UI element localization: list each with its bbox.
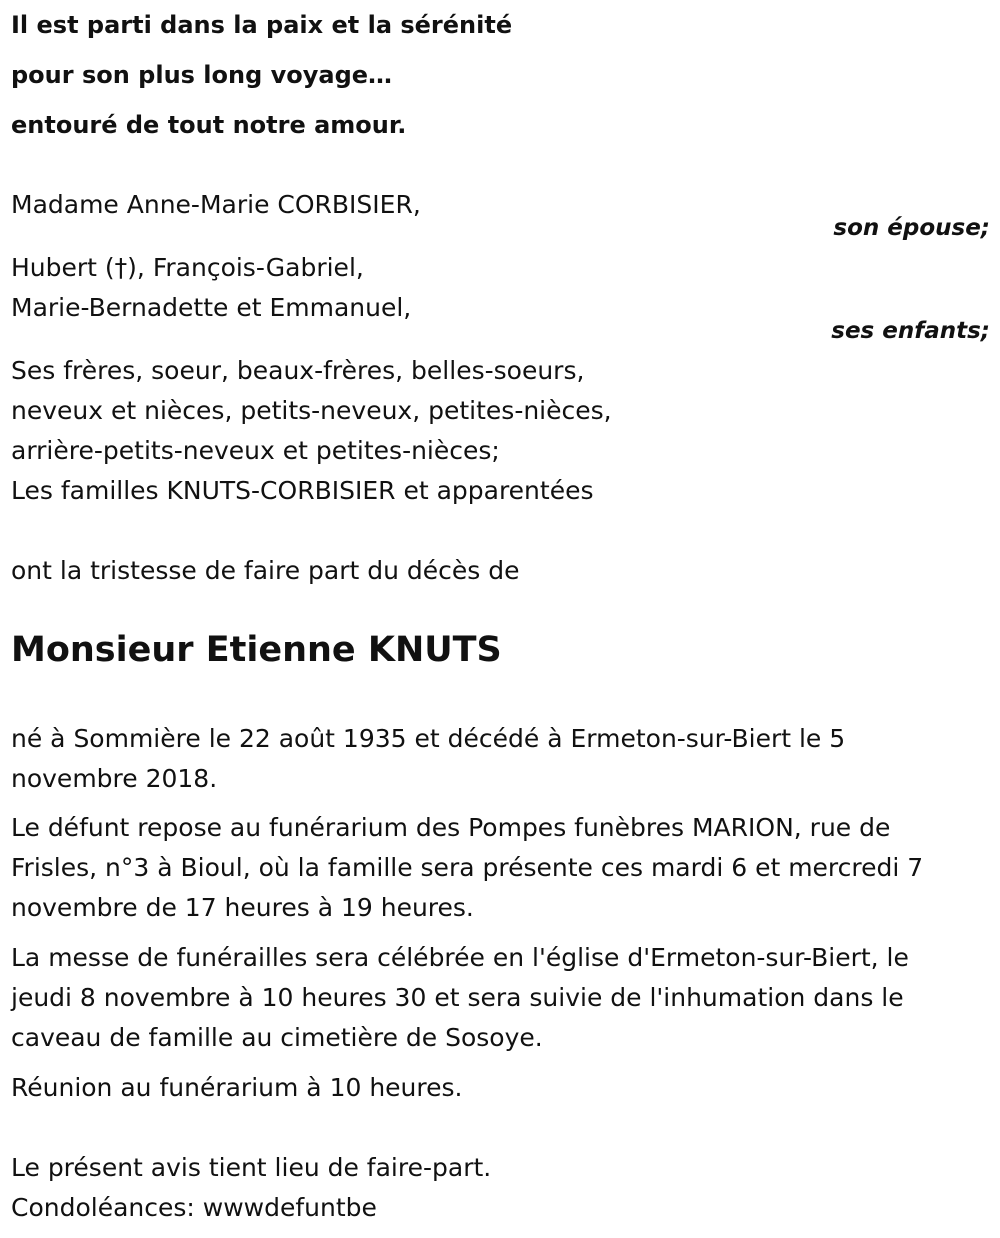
intro-line-2: pour son plus long voyage…: [11, 61, 393, 89]
mass-line-1: La messe de funérailles sera célébrée en l'église d'Ermeton-sur-Biert, le: [11, 943, 909, 972]
announcement-text: ont la tristesse de faire part du décès de: [11, 556, 520, 585]
birth-line-2: novembre 2018.: [11, 764, 218, 793]
relatives-line-4: Les familles KNUTS-CORBISIER et apparentées: [11, 476, 594, 505]
obituary-notice: [11, 0, 990, 1238]
spouse-role: son épouse;: [833, 215, 990, 241]
children-line-2: Marie-Bernadette et Emmanuel,: [11, 293, 412, 322]
deceased-name: Monsieur Etienne KNUTS: [11, 630, 502, 670]
intro-line-1: Il est parti dans la paix et la sérénité: [11, 11, 513, 39]
spouse-name: Madame Anne-Marie CORBISIER,: [11, 190, 421, 219]
children-line-1: Hubert (†), François-Gabriel,: [11, 253, 364, 282]
children-role: ses enfants;: [831, 318, 990, 344]
rest-line-1: Le défunt repose au funérarium des Pompes funèbres MARION, rue de: [11, 813, 891, 842]
mass-line-2: jeudi 8 novembre à 10 heures 30 et sera suivie de l'inhumation dans le: [11, 983, 904, 1012]
relatives-line-2: neveux et nièces, petits-neveux, petites-nièces,: [11, 396, 612, 425]
mass-line-3: caveau de famille au cimetière de Sosoye.: [11, 1023, 543, 1052]
rest-line-2: Frisles, n°3 à Bioul, où la famille sera présente ces mardi 6 et mercredi 7: [11, 853, 924, 882]
rest-line-3: novembre de 17 heures à 19 heures.: [11, 893, 474, 922]
relatives-line-1: Ses frères, soeur, beaux-frères, belles-soeurs,: [11, 356, 585, 385]
birth-line-1: né à Sommière le 22 août 1935 et décédé à Ermeton-sur-Biert le 5: [11, 724, 846, 753]
relatives-line-3: arrière-petits-neveux et petites-nièces;: [11, 436, 500, 465]
meeting-line: Réunion au funérarium à 10 heures.: [11, 1073, 463, 1102]
closing-line-2: Condoléances: wwwdefuntbe: [11, 1193, 377, 1222]
closing-line-1: Le présent avis tient lieu de faire-part.: [11, 1153, 492, 1182]
intro-line-3: entouré de tout notre amour.: [11, 111, 407, 139]
